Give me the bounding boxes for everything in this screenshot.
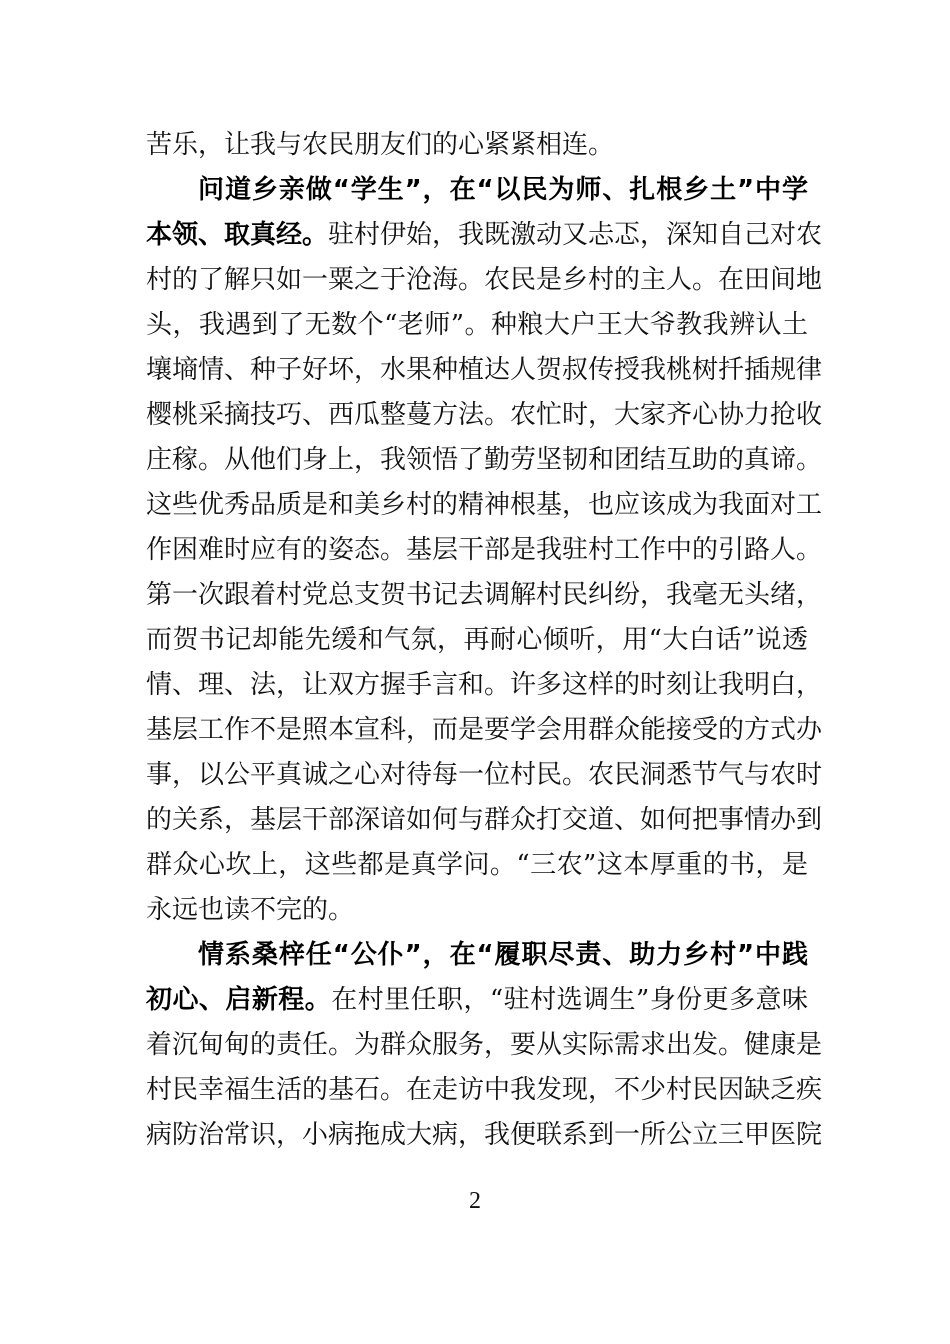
- paragraph-line: 庄稼。从他们身上，我领悟了勤劳坚韧和团结互助的真谛。: [146, 445, 823, 475]
- paragraph-line: 这些优秀品质是和美乡村的精神根基，也应该成为我面对工: [146, 490, 823, 520]
- paragraph-line: 事，以公平真诚之心对待每一位村民。农民洞悉节气与农时: [146, 760, 823, 790]
- paragraph-line: 的关系，基层干部深谙如何与群众打交道、如何把事情办到: [146, 805, 823, 835]
- section-heading-line: 问道乡亲做“学生”，在“以民为师、扎根乡土”中学: [198, 175, 808, 205]
- section-heading-line: 本领、取真经。驻村伊始，我既激动又忐忑，深知自己对农: [146, 220, 823, 250]
- section-heading-line: 初心、启新程。在村里任职，“驻村选调生”身份更多意味: [146, 985, 808, 1015]
- paragraph-line: 作困难时应有的姿态。基层干部是我驻村工作中的引路人。: [146, 535, 823, 565]
- paragraph-line: 永远也读不完的。: [146, 895, 355, 925]
- paragraph-line: 樱桃采摘技巧、西瓜整蔓方法。农忙时，大家齐心协力抢收: [146, 400, 823, 430]
- paragraph-line: 第一次跟着村党总支贺书记去调解村民纠纷，我毫无头绪，: [146, 580, 823, 610]
- paragraph-line: 村的了解只如一粟之于沧海。农民是乡村的主人。在田间地: [146, 265, 823, 295]
- paragraph-line: 苦乐，让我与农民朋友们的心紧紧相连。: [146, 130, 615, 160]
- paragraph-line: 病防治常识，小病拖成大病，我便联系到一所公立三甲医院: [146, 1120, 823, 1150]
- paragraph-line: 而贺书记却能先缓和气氛，再耐心倾听，用“大白话”说透: [146, 625, 808, 655]
- paragraph-line: 村民幸福生活的基石。在走访中我发现，不少村民因缺乏疾: [146, 1075, 823, 1105]
- paragraph-line: 基层工作不是照本宣科，而是要学会用群众能接受的方式办: [146, 715, 823, 745]
- paragraph-line: 情、理、法，让双方握手言和。许多这样的时刻让我明白，: [146, 670, 823, 700]
- page-number: 2: [469, 1188, 481, 1214]
- section-heading-line: 情系桑梓任“公仆”，在“履职尽责、助力乡村”中践: [198, 940, 808, 970]
- paragraph-line: 群众心坎上，这些都是真学问。“三农”这本厚重的书，是: [146, 850, 808, 880]
- paragraph-line: 着沉甸甸的责任。为群众服务，要从实际需求出发。健康是: [146, 1030, 823, 1060]
- paragraph-line: 壤墒情、种子好坏，水果种植达人贺叔传授我桃树扦插规律: [146, 355, 823, 385]
- paragraph-line: 头，我遇到了无数个“老师”。种粮大户王大爷教我辨认土: [146, 310, 808, 340]
